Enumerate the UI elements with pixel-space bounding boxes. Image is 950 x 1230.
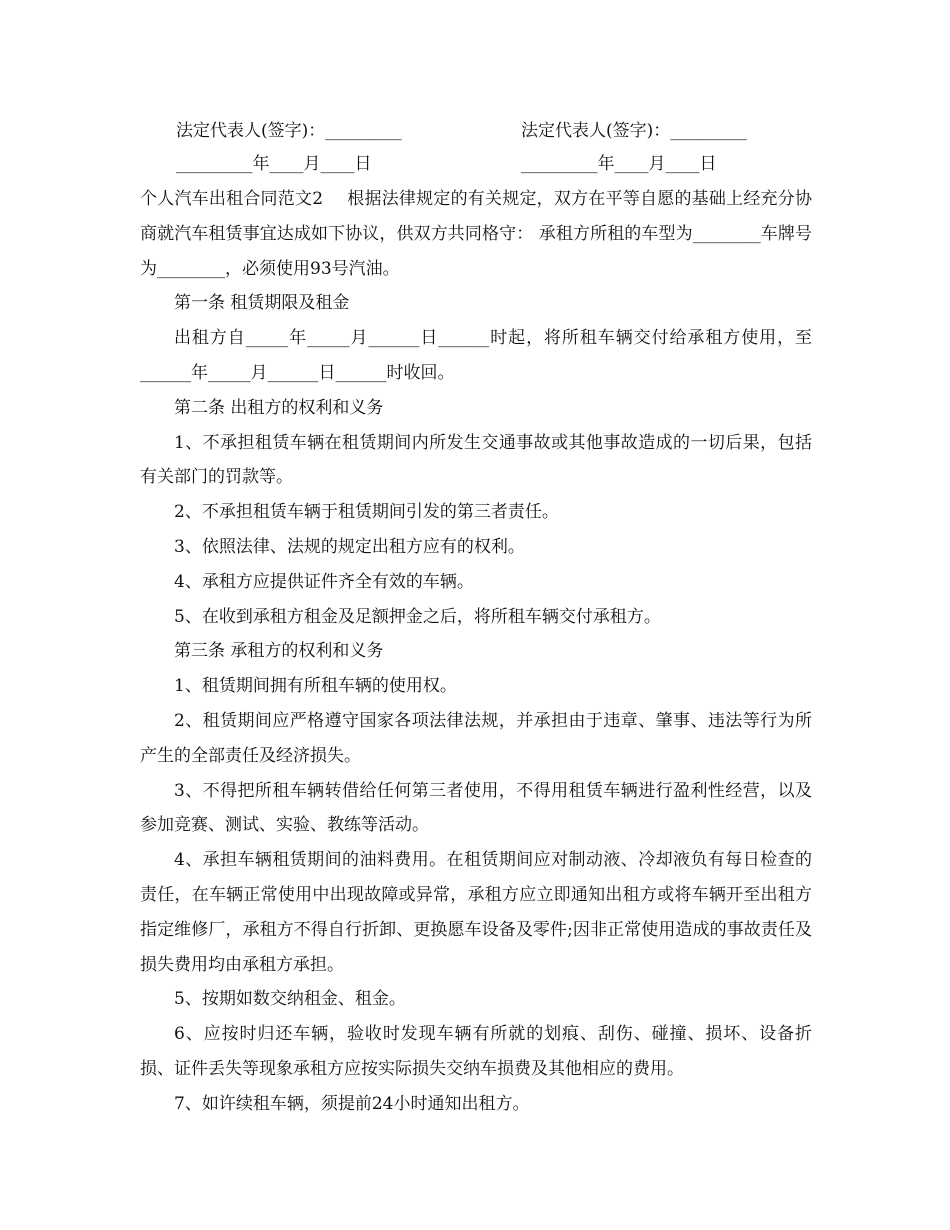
section-paragraph: 4、承租方应提供证件齐全有效的车辆。: [174, 571, 474, 592]
section-paragraph: 2、不承担租赁车辆于租赁期间引发的第三者责任。: [174, 502, 559, 523]
section-paragraph: 7、如许续租车辆，须提前24小时通知出租方。: [174, 1093, 530, 1114]
signature-row: [0, 116, 950, 146]
section-heading: 第三条 承租方的权利和义务: [174, 641, 384, 662]
contract-body: [140, 182, 812, 1122]
section-paragraph: 1、租赁期间拥有所租车辆的使用权。: [174, 676, 457, 697]
left-signature-line: 法定代表人(签字)：_________: [176, 121, 402, 141]
right-signature-line: 法定代表人(签字)：_________: [521, 121, 747, 141]
section-paragraph: 5、在收到承租方租金及足额押金之后，将所租车辆交付承租方。: [174, 606, 661, 627]
section-heading: 第一条 租赁期限及租金: [174, 293, 350, 314]
section-paragraph: 4、承担车辆租赁期间的油料费用。在租赁期间应对制动液、冷却液负有每日检查的责任，在车辆正常使用中出现故障或异常，承租方应立即通知出租方或将车辆开至出租方指定维修厂，承租方不得自行折卸、更换愿车设备及零件;因非正常使用造成的事故责任及损失费用均由承租方承担。: [140, 850, 812, 975]
left-date-line: _________年____月____日: [176, 154, 372, 174]
intro-paragraph: [140, 182, 812, 286]
section-paragraph: 出租方自_____年_____月______日______时起，将所租车辆交付给承租方使用，至______年_____月______日______时收回。: [140, 328, 812, 383]
date-row: [0, 149, 950, 179]
section-paragraph: 3、不得把所租车辆转借给任何第三者使用，不得用租赁车辆进行盈利性经营，以及参加竞赛、测试、实验、教练等活动。: [140, 780, 812, 836]
section-heading: 第二条 出租方的权利和义务: [174, 397, 384, 418]
section-paragraph: 6、应按时归还车辆，验收时发现车辆有所就的划痕、刮伤、碰撞、损坏、设备折损、证件丢失等现象承租方应按实际损失交纳车损费及其他相应的费用。: [140, 1024, 812, 1079]
intro-text: 根据法律规定的有关规定，双方在平等自愿的基础上经充分协商就汽车租赁事宜达成如下协议，供双方共同格守： 承租方所租的车型为________车牌号为________，必须使用93号汽油。: [140, 189, 812, 279]
contract-title: 个人汽车出租合同范文2: [140, 189, 324, 209]
right-date-line: _________年____月____日: [521, 154, 717, 174]
section-paragraph: 3、依照法律、法规的规定出租方应有的权利。: [174, 536, 525, 557]
section-paragraph: 2、租赁期间应严格遵守国家各项法律法规，并承担由于违章、肇事、违法等行为所产生的全部责任及经济损失。: [140, 710, 812, 766]
section-paragraph: 1、不承担租赁车辆在租赁期间内所发生交通事故或其他事故造成的一切后果，包括有关部门的罚款等。: [140, 432, 812, 488]
section-paragraph: 5、按期如数交纳租金、租金。: [174, 989, 406, 1010]
